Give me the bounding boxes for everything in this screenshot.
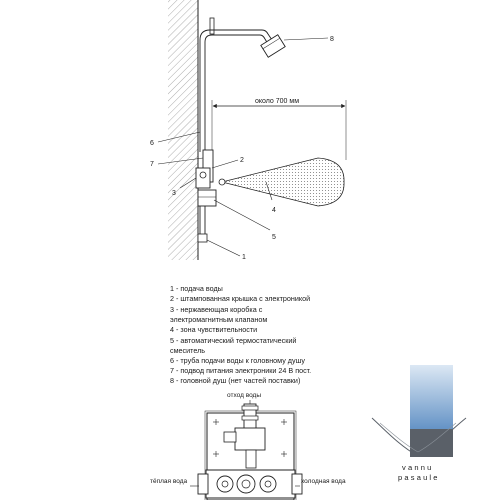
callout-2: 2 [240,157,244,164]
legend [170,284,311,385]
logo-water-column [410,365,453,432]
callout-3: 3 [172,190,176,197]
distance-dimension [212,98,346,160]
callout-7: 7 [150,161,154,168]
front-valve-body [235,428,265,450]
callout-4: 4 [272,207,276,214]
mixer-unit [196,150,216,242]
outlet-label: отход воды [227,392,262,399]
legend-item-7: 7 - подвод питания электроники 24 В пост. [170,366,312,375]
callout-1: 1 [242,254,246,261]
legend-item-8: 8 - головной душ (нет частей поставки) [170,376,301,385]
legend-item-5: 5 - автоматический термостатический [170,336,297,345]
callout-6: 6 [150,140,154,147]
wall-hatch [168,0,198,260]
sensitivity-cone [222,158,344,206]
supply-connector [198,234,207,242]
callout-8: 8 [330,36,334,43]
wall-flange-top [210,18,214,34]
warm-water-label: тёплая вода [150,478,188,485]
shower-arm [214,30,272,44]
legend-item-6: 6 - труба подачи воды к головному душу [170,356,305,365]
shower-pipe-assembly [200,18,285,152]
valve-knob [200,172,206,178]
legend-item-4: 4 - зона чувствительности [170,325,258,334]
sensor-zone [219,158,344,206]
vannu-pasaule-logo [372,365,466,482]
legend-item-2: 2 - штампованная крышка с электроникой [170,294,311,303]
wall [168,0,198,260]
legend-item-3: 3 - нержавеющая коробка с [170,305,263,314]
cold-water-label: холодная вода [301,478,346,485]
logo-line2: pasaule [398,473,440,482]
legend-item-5-cont: смеситель [170,346,206,355]
distance-label: около 700 мм [255,98,300,105]
callout-5: 5 [272,234,276,241]
thermostatic-mixer [198,190,216,206]
sensor-eye [219,179,225,185]
logo-line1: vannu [402,463,434,472]
front-view [150,392,346,500]
legend-item-3-cont: электромагнитным клапаном [170,315,268,324]
legend-item-1: 1 - подача воды [170,284,223,293]
